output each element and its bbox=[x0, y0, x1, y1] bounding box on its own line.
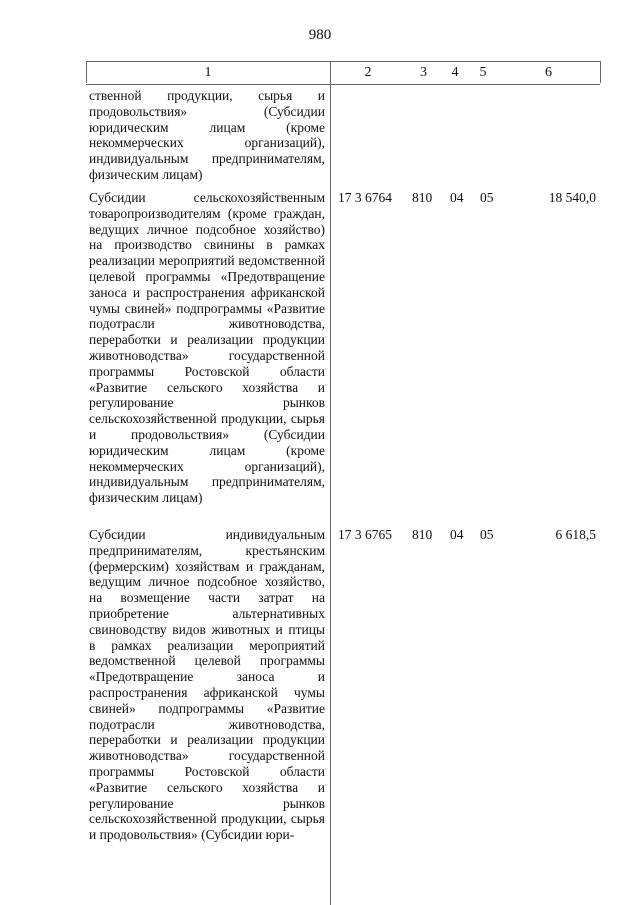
table-row-0-description: ственной продукции, сырья и продовольствия» (Субсидии юридическим лицам (кроме некоммерческих организаций), индивидуальным предпринимателям, физическим лицам) bbox=[89, 88, 325, 182]
table-header-row bbox=[86, 61, 600, 85]
header-col-1: 1 bbox=[204, 65, 212, 80]
table-row-2-csr: 17 3 6765 bbox=[338, 527, 392, 542]
table-row-2-amount: 6 618,5 bbox=[555, 527, 596, 542]
table-row-1-csr: 17 3 6764 bbox=[338, 190, 392, 205]
table-border-right bbox=[600, 61, 601, 83]
table-row-2-pr: 05 bbox=[480, 527, 494, 542]
page-number: 980 bbox=[308, 27, 332, 43]
column-divider-1-2 bbox=[330, 61, 331, 905]
header-col-4: 4 bbox=[451, 65, 459, 80]
table-row-2-vr: 810 bbox=[412, 527, 433, 542]
table-row-1-vr: 810 bbox=[412, 190, 433, 205]
table-row-1-amount: 18 540,0 bbox=[548, 190, 596, 205]
header-col-5: 5 bbox=[479, 65, 487, 80]
header-col-2: 2 bbox=[364, 65, 372, 80]
table-row-1-description: Субсидии сельскохозяйственным товаропроизводителям (кроме граждан, ведущих личное подсобное хозяйство) на производство свинины в рамках реализации мероприятий ведомственной целевой программы «Предотвращение заноса и распространения африканской чумы свиней» подпрограммы «Развитие подотрасли животноводства, переработки и реализации продукции животноводства» государственной программы Ростовской области «Развитие сельского хозяйства и регулирование рынков сельскохозяйственной продукции, сырья и продовольствия» (Субсидии юридическим лицам (кроме некоммерческих организаций), индивидуальным предпринимателям, физическим лицам) bbox=[89, 190, 325, 506]
table-row-2-description: Субсидии индивидуальным предпринимателям, крестьянским (фермерским) хозяйствам и гражданам, ведущим личное подсобное хозяйство, на возмещение части затрат на приобретение альтернативных свиноводству видов животных и птицы в рамках реализации мероприятий ведомственной целевой программы «Предотвращение заноса и распространения африканской чумы свиней» подпрограммы «Развитие подотрасли животноводства, переработки и реализации продукции животноводства» государственной программы Ростовской области «Развитие сельского хозяйства и регулирование рынков сельскохозяйственной продукции, сырья и продовольствия» (Субсидии юри- bbox=[89, 527, 325, 843]
table-row-1-rz: 04 bbox=[450, 190, 464, 205]
table-row-2-rz: 04 bbox=[450, 527, 464, 542]
table-border-left bbox=[86, 61, 87, 83]
header-col-3: 3 bbox=[420, 65, 427, 80]
header-col-6: 6 bbox=[545, 65, 552, 80]
table-row-1-pr: 05 bbox=[480, 190, 494, 205]
